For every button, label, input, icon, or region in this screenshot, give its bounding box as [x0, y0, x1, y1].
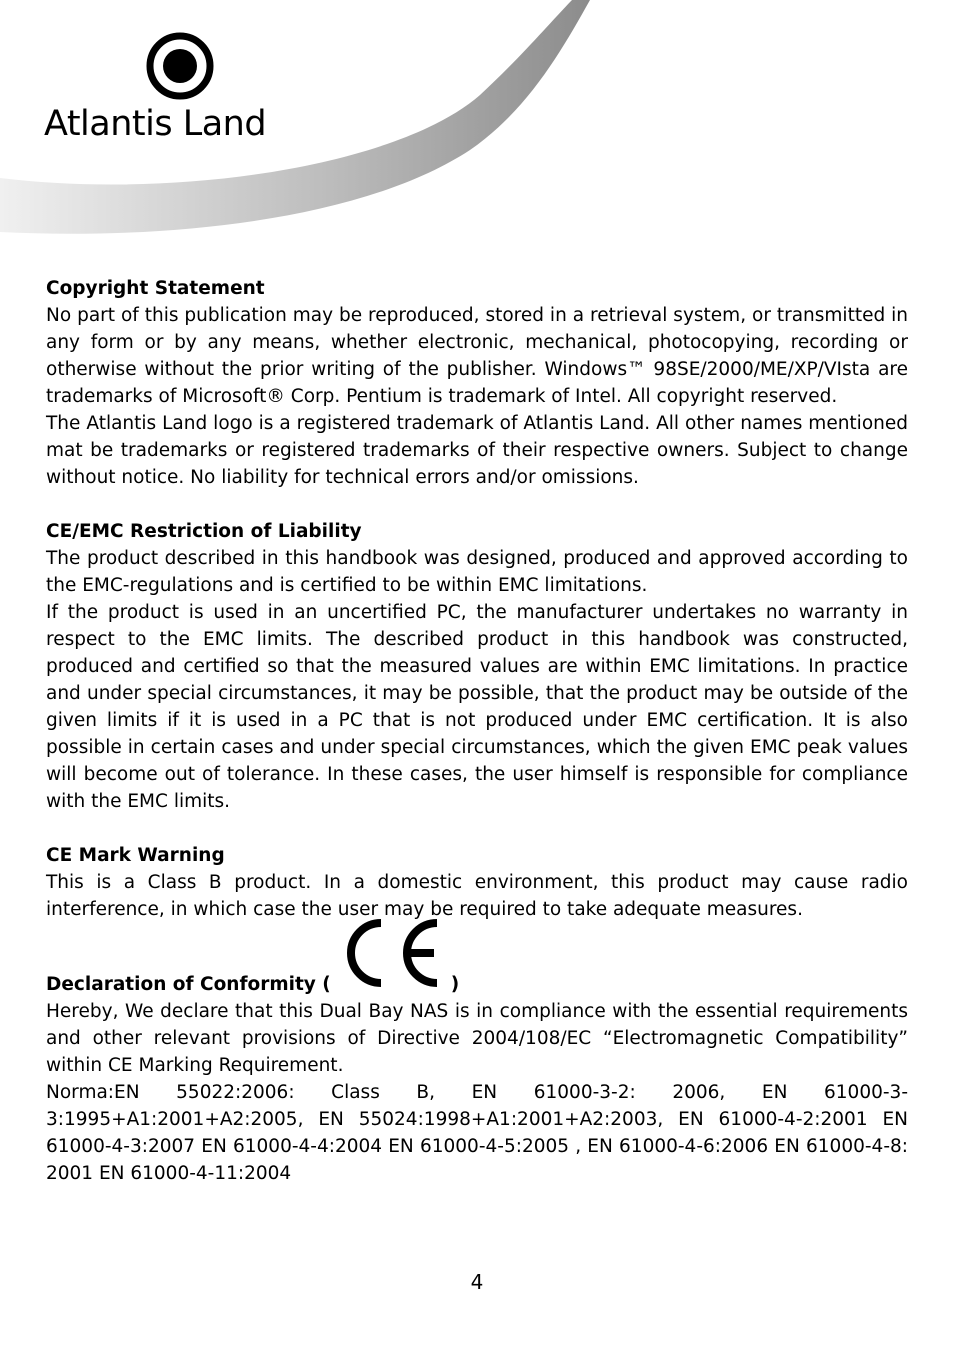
logo-circle-icon [44, 30, 314, 104]
atlantis-land-logo [44, 30, 314, 142]
paragraph: Hereby, We declare that this Dual Bay NAS is in compliance with the essential requirements and other relevant provisions of Directive 2004/108/EC “Electromagnetic Compatibility” within CE Marking Requirement. [46, 1001, 908, 1076]
ce-mark-section [46, 842, 908, 923]
section-title: CE/EMC Restriction of Liability [46, 521, 362, 542]
paragraph: No part of this publication may be reproduced, stored in a retrieval system, or transmitted in any form or by any means, whether electronic, mechanical, photocopying, recording or otherwise without the prior writing of the publisher. Windows™ 98SE/2000/ME/XP/VIsta are trademarks of Microsoft® Corp. Pentium is trademark of Intel. All copyright reserved. [46, 305, 908, 407]
title-end: ) [450, 974, 460, 995]
page-number: 4 [470, 1270, 484, 1294]
section-title [46, 971, 908, 998]
title-start: Declaration of Conformity ( [46, 974, 331, 995]
ce-mark-icon [331, 971, 451, 998]
paragraph: This is a Class B product. In a domestic environment, this product may cause radio interference, in which case the user may be required to take adequate measures. [46, 872, 908, 920]
paragraph: If the product is used in an uncertified PC, the manufacturer undertakes no warranty in respect to the EMC limits. The described product in this handbook was constructed, produced and certified so that the measured values are within EMC limitations. In practice and under special circumstances, it may be possible, that the product may be outside of the given limits if it is used in a PC that is not produced under EMC certification. It is also possible in certain cases and under special circumstances, which the given EMC peak values will become out of tolerance. In these cases, the user himself is responsible for compliance with the EMC limits. [46, 602, 908, 812]
paragraph: Norma:EN 55022:2006: Class B, EN 61000-3-2: 2006, EN 61000-3-3:1995+A1:2001+A2:2005, EN 55024:1998+A1:2001+A2:2003, EN 61000-4-2:2001 EN 61000-4-3:2007 EN 61000-4-4:2004 EN 61000-4-5:2005 , EN 61000-4-6:2006 EN 61000-4-8: 2001 EN 61000-4-11:2004 [46, 1082, 908, 1184]
logo-wordmark: Atlantis Land [44, 104, 267, 144]
emc-section [46, 518, 908, 815]
paragraph: The Atlantis Land logo is a registered trademark of Atlantis Land. All other names mentioned mat be trademarks or registered trademarks of their respective owners. Subject to change without notice. No liability for technical errors and/or omissions. [46, 413, 908, 488]
conformity-section [46, 971, 908, 1187]
paragraph: The product described in this handbook was designed, produced and approved according to the EMC-regulations and is certified to be within EMC limitations. [46, 548, 908, 596]
section-title: Copyright Statement [46, 278, 265, 299]
section-title: CE Mark Warning [46, 845, 225, 866]
document-body [46, 275, 908, 1187]
copyright-section [46, 275, 908, 491]
